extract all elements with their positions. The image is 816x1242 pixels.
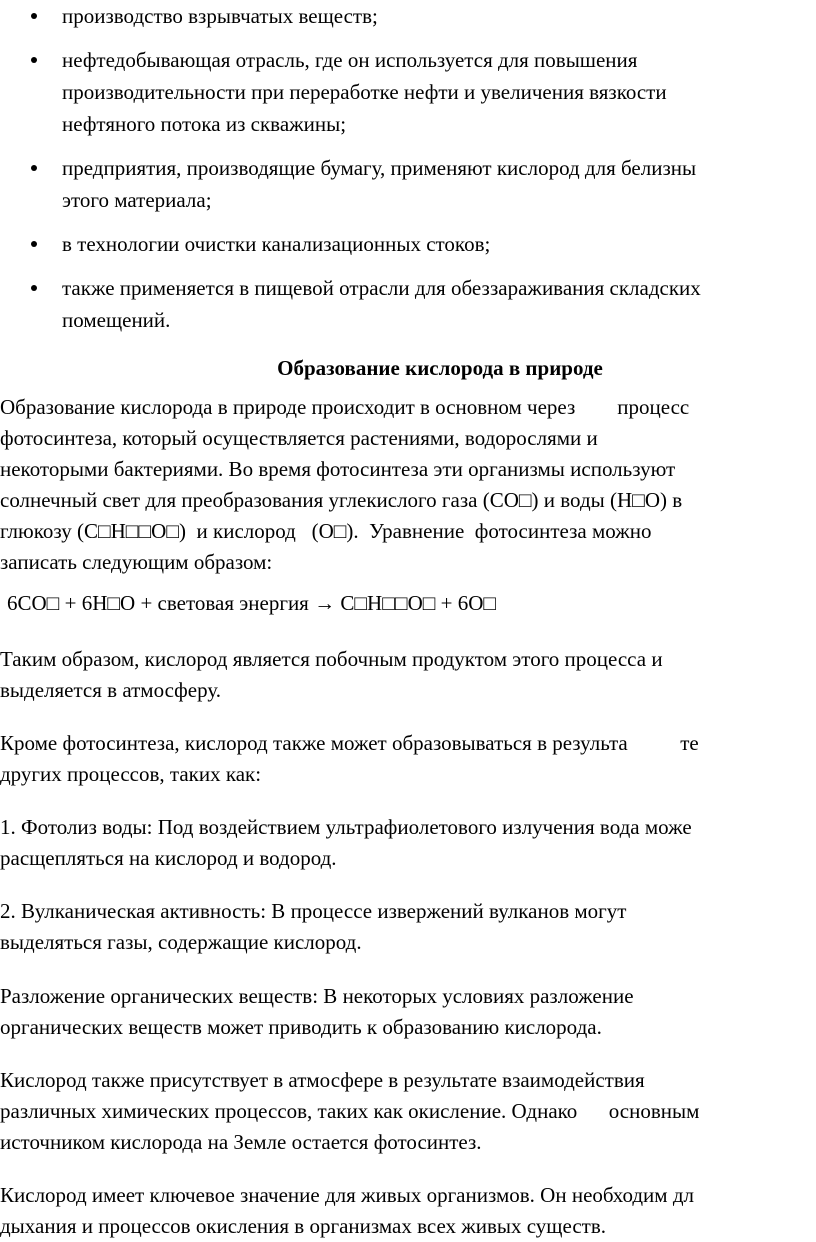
text-line: других процессов, таких как:: [0, 762, 262, 786]
text-line: нефтедобывающая отрасль, где он используется для повышения: [62, 48, 638, 72]
text-line: записать следующим образом:: [0, 550, 273, 574]
bullet-item: [0, 0, 816, 32]
text-line: Образование кислорода в природе происходит в основном через процесс: [0, 395, 690, 419]
text-line: производительности при переработке нефти и увеличения вязкости: [62, 80, 667, 104]
bullet-dot-icon: [31, 285, 37, 291]
bullet-dot-icon: [31, 57, 37, 63]
paragraph-volcanic: [0, 896, 816, 958]
text-line: 2. Вулканическая активность: В процессе извержений вулканов могут: [0, 899, 627, 923]
paragraph-importance: [0, 1180, 816, 1242]
text-line: выделяется в атмосферу.: [0, 678, 221, 702]
bullet-dot-icon: [31, 241, 37, 247]
photosynthesis-equation: 6CO□ + 6H□O + световая энергия → C□H□□O□ + 6O□: [7, 591, 497, 615]
bullet-dot-icon: [31, 165, 37, 171]
text-line: предприятия, производящие бумагу, применяют кислород для белизны: [62, 156, 697, 180]
text-line: различных химических процессов, таких как окисление. Однако основным: [0, 1099, 700, 1123]
text-line: расщепляться на кислород и водород.: [0, 846, 337, 870]
text-line: солнечный свет для преобразования углекислого газа (CO□) и воды (H□O) в: [0, 488, 683, 512]
text-line: фотосинтеза, который осуществляется растениями, водорослями и: [0, 426, 598, 450]
text-line: помещений.: [62, 308, 171, 332]
bullet-list: [0, 0, 816, 348]
text-line: источником кислорода на Земле остается фотосинтез.: [0, 1130, 482, 1154]
paragraph-atmosphere: [0, 1065, 816, 1158]
paragraph-photosynthesis: [0, 392, 816, 578]
text-line: в технологии очистки канализационных стоков;: [62, 232, 491, 256]
text-line: Таким образом, кислород является побочным продуктом этого процесса и: [0, 647, 663, 671]
bullet-item: [0, 44, 816, 140]
text-line: этого материала;: [62, 188, 212, 212]
bullet-item: [0, 152, 816, 216]
paragraph-byproduct: [0, 644, 816, 706]
text-line: 1. Фотолиз воды: Под воздействием ультрафиолетового излучения вода може: [0, 815, 692, 839]
text-line: нефтяного потока из скважины;: [62, 112, 347, 136]
bullet-item: [0, 272, 816, 336]
text-line: Кислород также присутствует в атмосфере в результате взаимодействия: [0, 1068, 645, 1092]
text-line: Кроме фотосинтеза, кислород также может образовываться в результа те: [0, 731, 699, 755]
text-line: также применяется в пищевой отрасли для обеззараживания складских: [62, 276, 701, 300]
text-line: органических веществ может приводить к образованию кислорода.: [0, 1015, 602, 1039]
text-line: Разложение органических веществ: В некоторых условиях разложение: [0, 984, 634, 1008]
text-line: выделяться газы, содержащие кислород.: [0, 930, 362, 954]
text-line: некоторыми бактериями. Во время фотосинтеза эти организмы используют: [0, 457, 676, 481]
paragraph-decomposition: [0, 981, 816, 1043]
bullet-dot-icon: [31, 13, 37, 19]
section-heading: Образование кислорода в природе: [277, 356, 603, 380]
text-line: дыхания и процессов окисления в организмах всех живых существ.: [0, 1214, 606, 1238]
paragraph-other-processes: [0, 728, 816, 790]
text-line: производство взрывчатых веществ;: [62, 4, 378, 28]
paragraph-photolysis: [0, 812, 816, 874]
text-line: Кислород имеет ключевое значение для живых организмов. Он необходим дл: [0, 1183, 694, 1207]
bullet-item: [0, 228, 816, 260]
text-line: глюкозу (C□H□□O□) и кислород (O□). Уравнение фотосинтеза можно: [0, 519, 652, 543]
